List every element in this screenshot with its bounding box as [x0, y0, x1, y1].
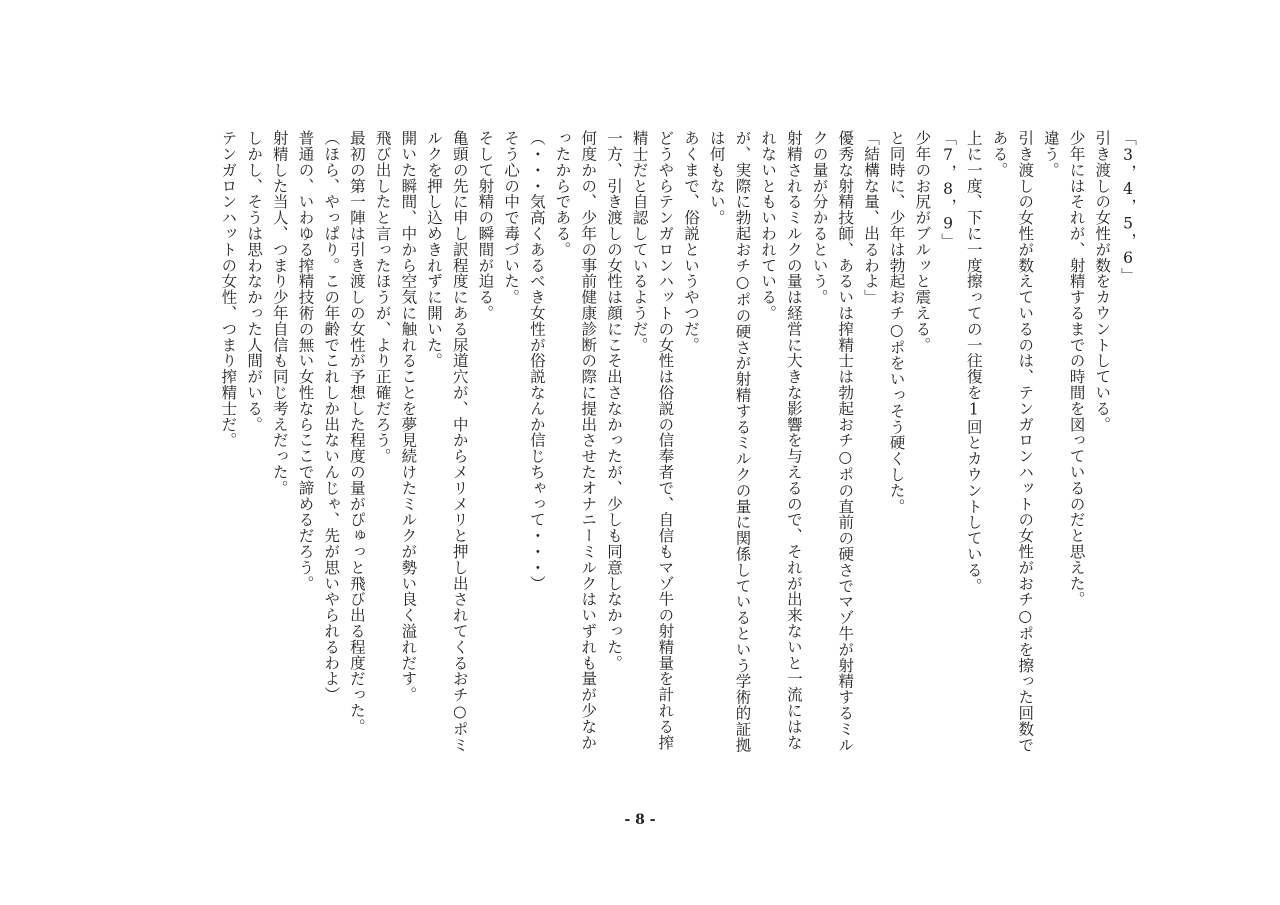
- text-line: 違う。: [1041, 130, 1060, 178]
- text-line: 上に一度、下に一度擦っての一往復を1回とカウントしている。: [964, 130, 983, 594]
- text-line: ったからである。: [553, 130, 572, 258]
- text-line: 引き渡しの女性が数えているのは、テンガロンハットの女性がおチ○ポを擦った回数で: [1016, 130, 1035, 753]
- text-line: しかし、そうは思わなかった人間がいる。: [245, 130, 264, 433]
- text-line: テンガロンハットの女性、つまり搾精士だ。: [219, 130, 238, 448]
- text-line: 精士だと自認しているようだ。: [630, 130, 649, 353]
- text-line: 優秀な射精技師、あるいは搾精士は勃起おチ○ポの直前の硬さでマゾ牛が射精するミル: [836, 130, 855, 753]
- text-line: 何度かの、少年の事前健康診断の際に提出させたオナニーミルクはいずれも量が少なか: [579, 130, 598, 751]
- text-line: クの量が分かるという。: [810, 130, 829, 305]
- text-line: 飛び出したと言ったほうが、より正確だろう。: [373, 130, 392, 464]
- text-line: 射精されるミルクの量は経営に大きな影響を与えるので、それが出来ないと一流にはな: [784, 130, 803, 751]
- text-line: （・・・気高くあるべき女性が俗説なんか信じちゃって・・・）: [527, 130, 546, 592]
- text-line: が、実際に勃起おチ○ポの硬さが射精するミルクの量に関係しているという学術的証拠: [733, 130, 752, 753]
- text-line: 「3，4，5，6」: [1119, 130, 1137, 284]
- text-line: 引き渡しの女性が数をカウントしている。: [1093, 130, 1112, 433]
- text-line: 「結構な量、出るわよ」: [861, 130, 880, 305]
- text-line: 一方、引き渡しの女性は顔にこそ出さなかったが、少しも同意しなかった。: [604, 130, 623, 671]
- text-line: 最初の第一陣は引き渡しの女性が予想した程度の量がぴゅっと飛び出る程度だった。: [347, 130, 366, 735]
- text-line: 開いた瞬間、中から空気に触れることを夢見続けたミルクが勢い良く溢れだす。: [399, 130, 418, 703]
- text-line: ある。: [990, 130, 1009, 178]
- text-line: 射精した当人、つまり少年自信も同じ考えだった。: [270, 130, 289, 496]
- text-line: 「7，8，9」: [939, 130, 958, 249]
- text-line: そう心の中で毒づいた。: [502, 130, 521, 305]
- text-line: 普通の、いわゆる搾精技術の無い女性ならここで諦めるだろう。: [296, 130, 315, 592]
- text-line: ルクを押し込めきれずに開いた。: [425, 130, 444, 369]
- text-line: 少年のお尻がブルッと震える。: [913, 130, 932, 353]
- text-line: そして射精の瞬間が迫る。: [476, 130, 495, 321]
- vertical-body-text: [140, 130, 1140, 790]
- text-line: は何もない。: [707, 130, 726, 226]
- text-line: れないともいわれている。: [759, 130, 778, 321]
- text-line: 亀頭の先に申し訳程度にある尿道穴が、中からメリメリと押し出されてくるおチ○ポミ: [450, 130, 469, 753]
- text-line: 少年にはそれが、射精するまでの時間を図っているのだと思えた。: [1067, 130, 1086, 607]
- text-line: （ほら、やっぱり。この年齢でこれしか出ないんじゃ、先が思いやられるわよ）: [322, 130, 341, 703]
- text-line: どうやらテンガロンハットの女性は俗説の信奉者で、自信もマゾ牛の射精量を計れる搾: [656, 130, 675, 751]
- page-number: - 8 -: [624, 812, 656, 828]
- text-line: と同時に、少年は勃起おチ○ポをいっそう硬くした。: [887, 130, 906, 515]
- text-line: あくまで、俗説というやつだ。: [682, 130, 701, 353]
